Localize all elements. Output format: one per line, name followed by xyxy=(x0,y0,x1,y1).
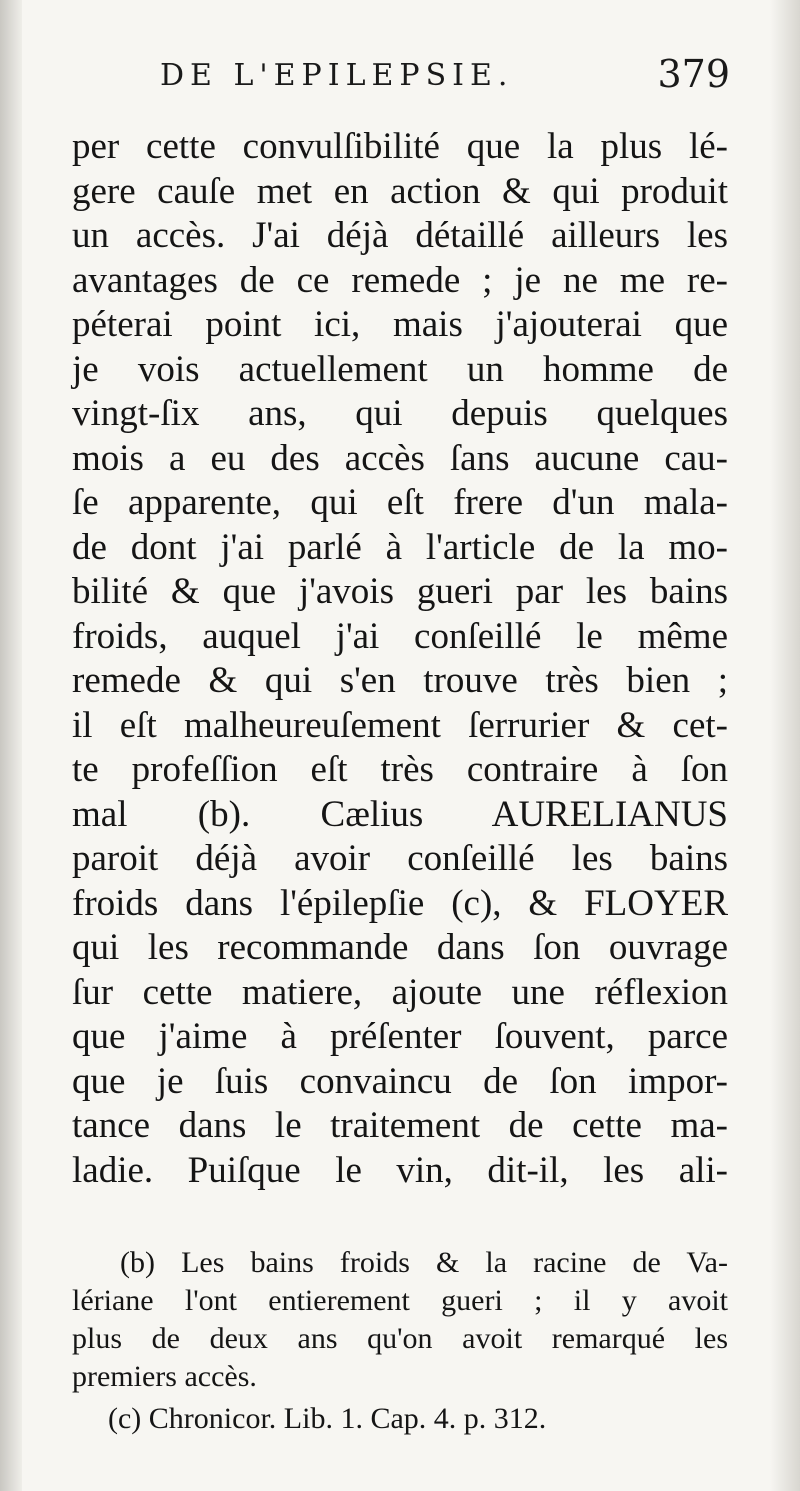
text-line: mois a eu des accès ſans aucune cau- xyxy=(72,437,728,479)
text-line: de dont j'ai parlé à l'article de la mo- xyxy=(72,526,728,568)
page-gutter-shadow xyxy=(0,0,22,1491)
text-line: avantages de ce remede ; je ne me re- xyxy=(72,259,728,301)
page-header xyxy=(160,52,730,102)
text-line: ladie. Puiſque le vin, dit-il, les ali- xyxy=(72,1149,728,1191)
text-line: bilité & que j'avois gueri par les bains xyxy=(72,571,728,612)
text-line: froids, auquel j'ai conſeillé le même xyxy=(72,615,728,657)
text-line: froids dans l'épilepſie (c), & FLOYER xyxy=(72,882,728,924)
text-line: paroit déjà avoir conſeillé les bains xyxy=(72,838,728,879)
text-line: mal (b). Cælius AURELIANUS xyxy=(72,793,728,835)
page-edge-shadow xyxy=(770,0,800,1491)
text-line: je vois actuellement un homme de xyxy=(72,348,728,390)
text-line: vingt-ſix ans, qui depuis quelques xyxy=(72,393,728,434)
footnote-b-line: lériane l'ont entierement gueri ; il y avoit xyxy=(72,1284,728,1317)
text-line: gere cauſe met en action & qui produit xyxy=(72,170,728,212)
text-line: ſur cette matiere, ajoute une réflexion xyxy=(72,971,728,1013)
footnote-b-line: (b) Les bains froids & la racine de Va- xyxy=(120,1246,728,1279)
text-line: remede & qui s'en trouve très bien ; xyxy=(72,660,728,701)
text-line: un accès. J'ai déjà détaillé ailleurs les xyxy=(72,215,728,256)
page-number: 379 xyxy=(657,52,730,96)
text-line: il eſt malheureuſement ſerrurier & cet- xyxy=(72,704,728,746)
footnote-b-line: plus de deux ans qu'on avoit remarqué les xyxy=(72,1322,728,1355)
footnote-b-line: premiers accès. xyxy=(72,1360,257,1393)
text-line: que je ſuis convaincu de ſon impor- xyxy=(72,1060,728,1102)
footnotes xyxy=(72,1244,728,1438)
text-line: per cette convulſibilité que la plus lé- xyxy=(72,126,728,167)
running-head: DE L'EPILEPSIE. xyxy=(160,58,514,93)
text-line: péterai point ici, mais j'ajouterai que xyxy=(72,304,728,345)
body-text xyxy=(72,125,728,1193)
text-line: qui les recommande dans ſon ouvrage xyxy=(72,927,728,968)
text-line: te profeſſion eſt très contraire à ſon xyxy=(72,749,728,790)
text-line: que j'aime à préſenter ſouvent, parce xyxy=(72,1016,728,1057)
footnote-c: (c) Chronicor. Lib. 1. Cap. 4. p. 312. xyxy=(108,1402,547,1435)
text-line: ſe apparente, qui eſt frere d'un mala- xyxy=(72,482,728,523)
text-line: tance dans le traitement de cette ma- xyxy=(72,1105,728,1146)
